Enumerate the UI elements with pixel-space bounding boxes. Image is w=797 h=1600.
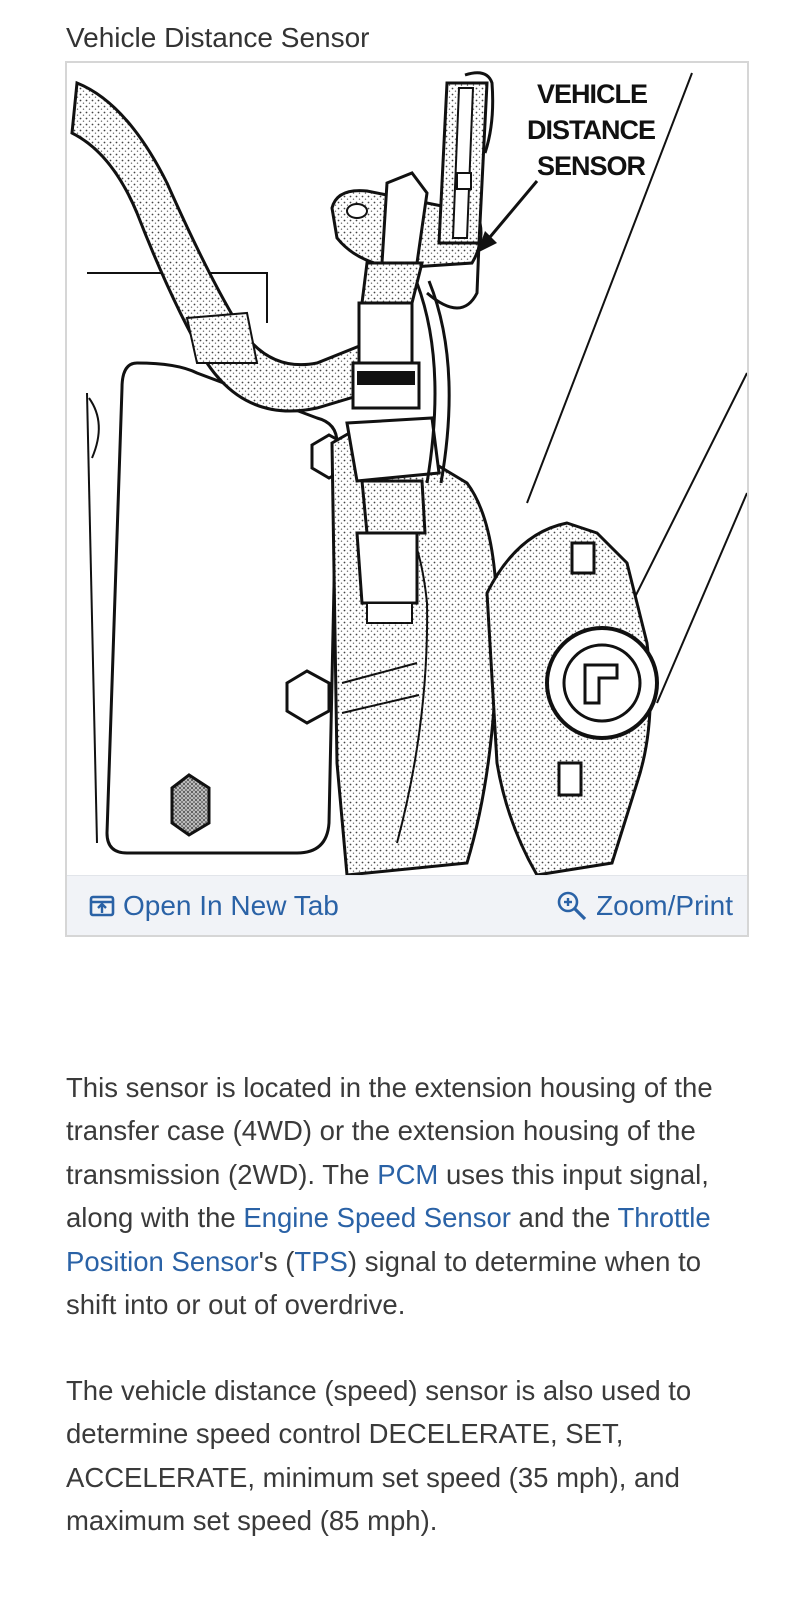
figure-caption: Vehicle Distance Sensor [66,22,370,53]
pcm-link[interactable]: PCM [377,1158,439,1190]
open-in-new-tab-link[interactable] [89,886,339,926]
figure-toolbar [67,875,747,936]
sensor-diagram [67,63,747,875]
figure-container [65,61,749,937]
throttle-position-sensor-link[interactable]: Throttle Position Sensor [66,1202,711,1277]
paragraph-text: and the [510,1202,618,1234]
zoom-print-label: Zoom/Print [596,890,733,921]
zoom-in-icon [556,890,588,922]
callout-line-2: DISTANCE [527,115,656,145]
open-in-new-tab-label: Open In New Tab [123,890,339,921]
paragraph-text: 's ( [258,1245,295,1277]
engine-speed-sensor-link[interactable]: Engine Speed Sensor [243,1202,511,1234]
paragraph-text: This sensor is located in the extension housing of the transfer case (4WD) or the extension housing of the transmission (2WD). The [66,1072,713,1190]
paragraph-text: uses this input signal, along with the [66,1158,709,1234]
tps-link[interactable]: TPS [294,1245,348,1277]
paragraph-speed-control: The vehicle distance (speed) sensor is also used to determine speed control DECELERATE, SET, ACCELERATE, minimum set speed (35 mph), and maximum set speed (85 mph). [66,1375,692,1537]
callout-line-1: VEHICLE [537,79,648,109]
callout-line-3: SENSOR [537,151,646,181]
paragraph-text: ) signal to determine when to shift into or out of overdrive. [66,1245,702,1321]
open-in-new-tab-icon [89,893,115,919]
paragraph-location [66,1066,746,1326]
zoom-print-link[interactable] [556,886,733,926]
